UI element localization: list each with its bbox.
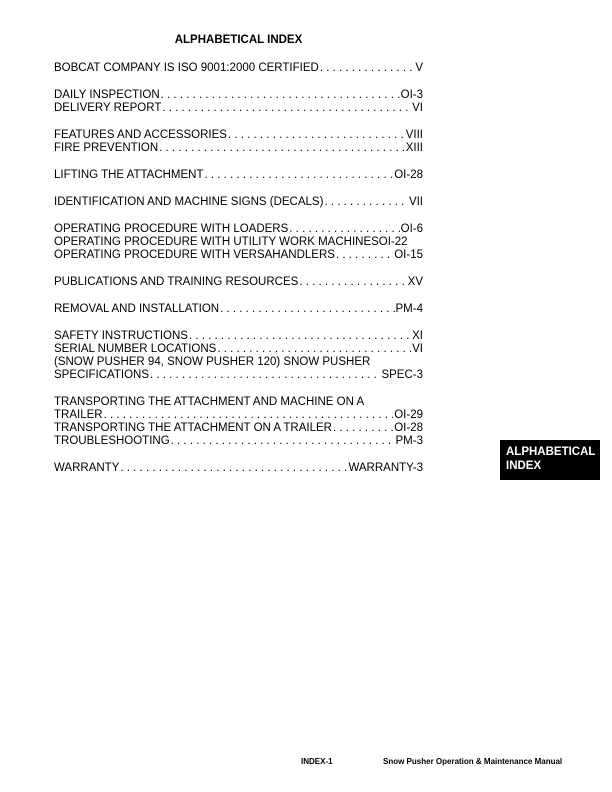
- index-page-ref: XIII: [405, 142, 423, 154]
- index-term: REMOVAL AND INSTALLATION: [54, 303, 220, 315]
- index-term: BOBCAT COMPANY IS ISO 9001:2000 CERTIFIED: [54, 62, 319, 74]
- dot-leader: [333, 422, 393, 435]
- index-entry[interactable]: [54, 303, 423, 316]
- index-entry[interactable]: [54, 169, 423, 182]
- index-page-ref: OI-6: [400, 223, 423, 235]
- index-entry[interactable]: [54, 330, 423, 343]
- index-page-ref: WARRANTY-3: [348, 462, 423, 474]
- index-term: FEATURES AND ACCESSORIES: [54, 129, 227, 141]
- dot-leader: [336, 249, 393, 262]
- page-title: ALPHABETICAL INDEX: [174, 34, 303, 46]
- index-page-ref: OI-28: [394, 422, 423, 434]
- index-page-ref: OI-22: [378, 236, 408, 248]
- dot-leader: [320, 62, 415, 75]
- index-page-ref: PM-3: [395, 435, 423, 447]
- index-page-ref: VII: [408, 196, 423, 208]
- index-group: [54, 462, 423, 475]
- index-term: PUBLICATIONS AND TRAINING RESOURCES: [54, 276, 299, 288]
- index-entry[interactable]: [54, 343, 423, 356]
- dot-leader: [220, 303, 394, 316]
- index-entry[interactable]: [54, 276, 423, 289]
- index-entry[interactable]: [54, 223, 423, 236]
- footer-manual-title: Snow Pusher Operation & Maintenance Manual: [383, 757, 563, 766]
- index-term: WARRANTY: [54, 462, 120, 474]
- index-term: SPECIFICATIONS: [54, 369, 149, 381]
- dot-leader: [159, 142, 405, 155]
- index-term: OPERATING PROCEDURE WITH UTILITY WORK MACHINES: [54, 236, 379, 248]
- index-page-ref: OI-28: [394, 169, 423, 181]
- index-page-ref: OI-15: [394, 249, 423, 261]
- dot-leader: [299, 276, 406, 289]
- index-page-ref: OI-3: [400, 89, 423, 101]
- index-entry[interactable]: [54, 142, 423, 155]
- index-term: DELIVERY REPORT: [54, 102, 162, 114]
- index-entry[interactable]: [54, 435, 423, 448]
- index-page-ref: XI: [412, 330, 423, 342]
- index-entry-first-line[interactable]: (SNOW PUSHER 94, SNOW PUSHER 120) SNOW PUSHER: [54, 356, 371, 368]
- dot-leader: [189, 330, 411, 343]
- section-tab-line1: ALPHABETICAL: [506, 446, 596, 458]
- index-page-ref: VI: [412, 102, 423, 114]
- index-page-ref: SPEC-3: [381, 369, 423, 381]
- index-group: [54, 276, 423, 289]
- index-group: [54, 89, 423, 115]
- index-group: [54, 196, 423, 209]
- index-entry[interactable]: [54, 102, 423, 115]
- index-group: [54, 62, 423, 75]
- index-term: LIFTING THE ATTACHMENT: [54, 169, 204, 181]
- index-entry[interactable]: [54, 249, 423, 262]
- index-entry[interactable]: [54, 129, 423, 142]
- dot-leader: [205, 169, 394, 182]
- index-term: OPERATING PROCEDURE WITH LOADERS: [54, 223, 289, 235]
- page-footer: [0, 756, 612, 770]
- dot-leader: [228, 129, 405, 142]
- index-group: [54, 223, 423, 262]
- index-entry-first-line[interactable]: TRANSPORTING THE ATTACHMENT AND MACHINE ON A: [54, 396, 365, 408]
- index-term: TROUBLESHOOTING: [54, 435, 170, 447]
- index-group: [54, 303, 423, 316]
- index-page-ref: XV: [407, 276, 423, 288]
- index-entry[interactable]: [54, 422, 423, 435]
- index-group: [54, 169, 423, 182]
- index-term: IDENTIFICATION AND MACHINE SIGNS (DECALS): [54, 196, 324, 208]
- section-tab-line2: INDEX: [506, 460, 542, 472]
- index-term: SAFETY INSTRUCTIONS: [54, 330, 188, 342]
- index-term: SERIAL NUMBER LOCATIONS: [54, 343, 217, 355]
- index-term: OPERATING PROCEDURE WITH VERSAHANDLERS: [54, 249, 335, 261]
- dot-leader: [171, 435, 395, 448]
- index-entry[interactable]: [54, 89, 423, 102]
- index-list: [54, 62, 423, 489]
- index-entry[interactable]: [54, 196, 423, 209]
- dot-leader: [217, 343, 411, 356]
- index-page-ref: VIII: [405, 129, 423, 141]
- dot-leader: [120, 462, 347, 475]
- footer-page-number: INDEX-1: [301, 757, 333, 766]
- dot-leader: [324, 196, 408, 209]
- index-term: TRANSPORTING THE ATTACHMENT ON A TRAILER: [54, 422, 332, 434]
- index-term: TRAILER: [54, 409, 103, 421]
- index-group: [54, 330, 423, 382]
- index-entry[interactable]: [54, 236, 423, 249]
- index-page-ref: VI: [412, 343, 423, 355]
- dot-leader: [161, 89, 400, 102]
- index-term: DAILY INSPECTION: [54, 89, 160, 101]
- index-group: [54, 129, 423, 155]
- index-entry[interactable]: [54, 462, 423, 475]
- index-entry[interactable]: [54, 369, 423, 382]
- index-term: FIRE PREVENTION: [54, 142, 159, 154]
- dot-leader: [289, 223, 399, 236]
- index-entry[interactable]: [54, 409, 423, 422]
- index-entry[interactable]: [54, 62, 423, 75]
- section-tab[interactable]: [500, 440, 600, 480]
- dot-leader: [104, 409, 394, 422]
- index-page-ref: V: [415, 62, 423, 74]
- index-page-ref: PM-4: [395, 303, 423, 315]
- index-page-ref: OI-29: [394, 409, 423, 421]
- index-group: [54, 396, 423, 448]
- dot-leader: [162, 102, 411, 115]
- dot-leader: [150, 369, 380, 382]
